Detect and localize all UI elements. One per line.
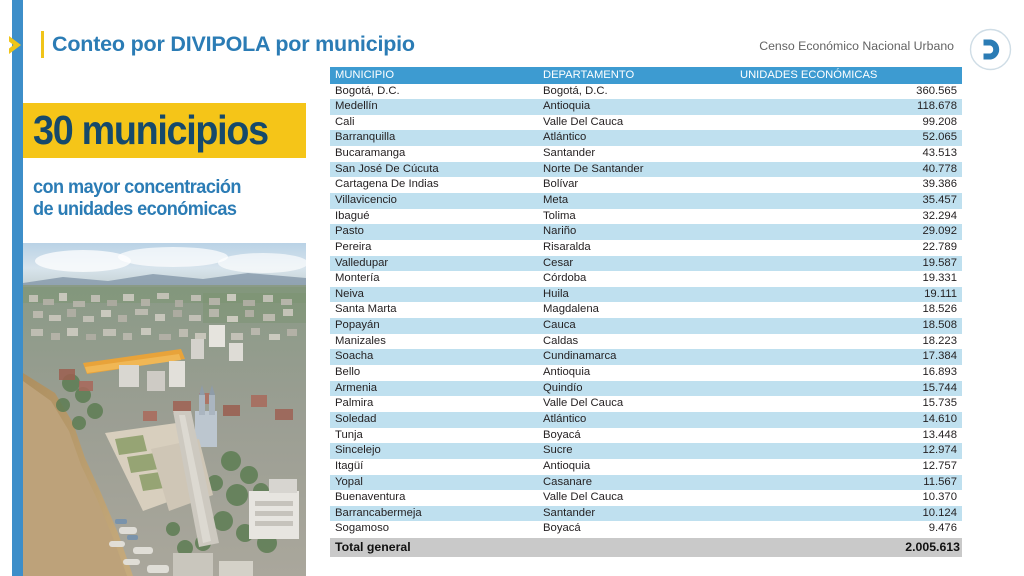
cell-unidades: 29.092 [922, 225, 957, 238]
cell-departamento: Cesar [543, 256, 574, 269]
table-total-row [330, 538, 962, 557]
cell-municipio: Bogotá, D.C. [335, 84, 400, 97]
cell-unidades: 9.476 [928, 522, 957, 535]
table-row [330, 443, 962, 459]
cell-unidades: 40.778 [922, 162, 957, 175]
cell-departamento: Valle Del Cauca [543, 115, 624, 128]
census-subtitle: Censo Económico Nacional Urbano [759, 39, 954, 53]
cell-municipio: Itagüí [335, 459, 364, 472]
promo-subline-1: con mayor concentración [33, 176, 241, 198]
table-row [330, 381, 962, 397]
cell-municipio: Buenaventura [335, 491, 406, 504]
cell-unidades: 19.331 [922, 272, 957, 285]
cell-municipio: Palmira [335, 397, 374, 410]
table-row [330, 302, 962, 318]
page-title: Conteo por DIVIPOLA por municipio [52, 32, 415, 56]
cell-departamento: Santander [543, 506, 596, 519]
city-aerial-photo [23, 243, 306, 576]
promo-headline: 30 municipios [33, 107, 268, 153]
total-label: Total general [335, 539, 411, 554]
cell-municipio: Cali [335, 115, 355, 128]
cell-departamento: Magdalena [543, 303, 599, 316]
cell-unidades: 118.678 [917, 100, 957, 113]
cell-departamento: Atlántico [543, 131, 587, 144]
cell-departamento: Santander [543, 147, 596, 160]
table-body [330, 84, 962, 538]
cell-municipio: Tunja [335, 428, 363, 441]
cell-unidades: 43.513 [922, 147, 957, 160]
cell-municipio: Manizales [335, 334, 386, 347]
title-accent-tick [41, 31, 44, 58]
cell-departamento: Caldas [543, 334, 579, 347]
cell-municipio: Soledad [335, 412, 377, 425]
cell-unidades: 32.294 [922, 209, 957, 222]
cell-unidades: 13.448 [922, 428, 957, 441]
cell-departamento: Sucre [543, 444, 573, 457]
cell-departamento: Antioquia [543, 366, 591, 379]
cell-municipio: Bucaramanga [335, 147, 406, 160]
table-header-row [330, 67, 962, 84]
cell-departamento: Casanare [543, 475, 592, 488]
cell-departamento: Nariño [543, 225, 577, 238]
table-row [330, 521, 962, 537]
table-row [330, 428, 962, 444]
column-header-municipio: MUNICIPIO [335, 69, 395, 81]
cell-municipio: Barranquilla [335, 131, 396, 144]
dane-logo-icon [969, 28, 1012, 71]
cell-departamento: Boyacá [543, 522, 581, 535]
cell-departamento: Córdoba [543, 272, 587, 285]
cell-unidades: 19.111 [924, 287, 957, 300]
table-row [330, 334, 962, 350]
cell-municipio: Neiva [335, 287, 364, 300]
cell-unidades: 39.386 [922, 178, 957, 191]
cell-municipio: Cartagena De Indias [335, 178, 439, 191]
column-header-unidades: UNIDADES ECONÓMICAS [740, 69, 878, 81]
cell-departamento: Norte De Santander [543, 162, 644, 175]
promo-subheadline [33, 176, 293, 220]
table-row [330, 177, 962, 193]
cell-unidades: 17.384 [922, 350, 957, 363]
table-row [330, 146, 962, 162]
cell-departamento: Cundinamarca [543, 350, 617, 363]
cell-unidades: 15.744 [922, 381, 957, 394]
cell-municipio: Soacha [335, 350, 374, 363]
table-row [330, 240, 962, 256]
table-row [330, 130, 962, 146]
cell-municipio: Santa Marta [335, 303, 397, 316]
cell-municipio: Villavicencio [335, 193, 397, 206]
cell-municipio: Armenia [335, 381, 378, 394]
table-row [330, 318, 962, 334]
table-row [330, 209, 962, 225]
cell-departamento: Boyacá [543, 428, 581, 441]
cell-unidades: 10.370 [922, 491, 957, 504]
cell-municipio: Barrancabermeja [335, 506, 422, 519]
table-row [330, 349, 962, 365]
cell-unidades: 99.208 [922, 115, 957, 128]
cell-departamento: Cauca [543, 319, 576, 332]
cell-departamento: Antioquia [543, 459, 591, 472]
cell-municipio: San José De Cúcuta [335, 162, 439, 175]
table-row [330, 365, 962, 381]
cell-unidades: 12.757 [922, 459, 957, 472]
cell-unidades: 10.124 [922, 506, 957, 519]
cell-departamento: Bogotá, D.C. [543, 84, 608, 97]
table-row [330, 271, 962, 287]
cell-unidades: 11.567 [923, 475, 957, 488]
cell-unidades: 360.565 [916, 84, 957, 97]
cell-unidades: 15.735 [922, 397, 957, 410]
cell-municipio: Medellín [335, 100, 378, 113]
cell-municipio: Valledupar [335, 256, 389, 269]
table-row [330, 99, 962, 115]
cell-municipio: Pasto [335, 225, 364, 238]
table-row [330, 490, 962, 506]
cell-municipio: Ibagué [335, 209, 370, 222]
cell-unidades: 18.223 [922, 334, 957, 347]
cell-departamento: Valle Del Cauca [543, 397, 624, 410]
cell-unidades: 14.610 [922, 412, 957, 425]
table-row [330, 115, 962, 131]
table-row [330, 287, 962, 303]
cell-unidades: 22.789 [922, 240, 957, 253]
table-row [330, 475, 962, 491]
cell-departamento: Risaralda [543, 240, 591, 253]
divipola-table [330, 67, 962, 557]
cell-municipio: Sincelejo [335, 444, 381, 457]
cell-unidades: 18.508 [922, 319, 957, 332]
cell-departamento: Bolívar [543, 178, 579, 191]
table-row [330, 506, 962, 522]
cell-unidades: 19.587 [922, 256, 957, 269]
table-row [330, 412, 962, 428]
cell-unidades: 35.457 [922, 193, 957, 206]
cell-municipio: Montería [335, 272, 380, 285]
cell-departamento: Tolima [543, 209, 576, 222]
cell-departamento: Huila [543, 287, 569, 300]
left-accent-bar [12, 0, 23, 576]
cell-departamento: Atlántico [543, 412, 587, 425]
cell-municipio: Yopal [335, 475, 363, 488]
cell-unidades: 18.526 [922, 303, 957, 316]
cell-departamento: Valle Del Cauca [543, 491, 624, 504]
cell-unidades: 16.893 [922, 366, 957, 379]
table-row [330, 459, 962, 475]
cell-municipio: Pereira [335, 240, 372, 253]
promo-subline-2: de unidades económicas [33, 198, 237, 220]
table-row [330, 224, 962, 240]
cell-municipio: Bello [335, 366, 361, 379]
table-row [330, 193, 962, 209]
cell-municipio: Sogamoso [335, 522, 390, 535]
table-row [330, 162, 962, 178]
cell-departamento: Antioquia [543, 100, 591, 113]
cell-unidades: 12.974 [922, 444, 957, 457]
table-row [330, 84, 962, 100]
cell-departamento: Meta [543, 193, 569, 206]
cell-unidades: 52.065 [922, 131, 957, 144]
cell-departamento: Quindío [543, 381, 583, 394]
cell-municipio: Popayán [335, 319, 380, 332]
table-row [330, 256, 962, 272]
total-value: 2.005.613 [905, 539, 960, 554]
column-header-departamento: DEPARTAMENTO [543, 69, 635, 81]
chevron-right-icon [2, 30, 32, 60]
table-row [330, 396, 962, 412]
